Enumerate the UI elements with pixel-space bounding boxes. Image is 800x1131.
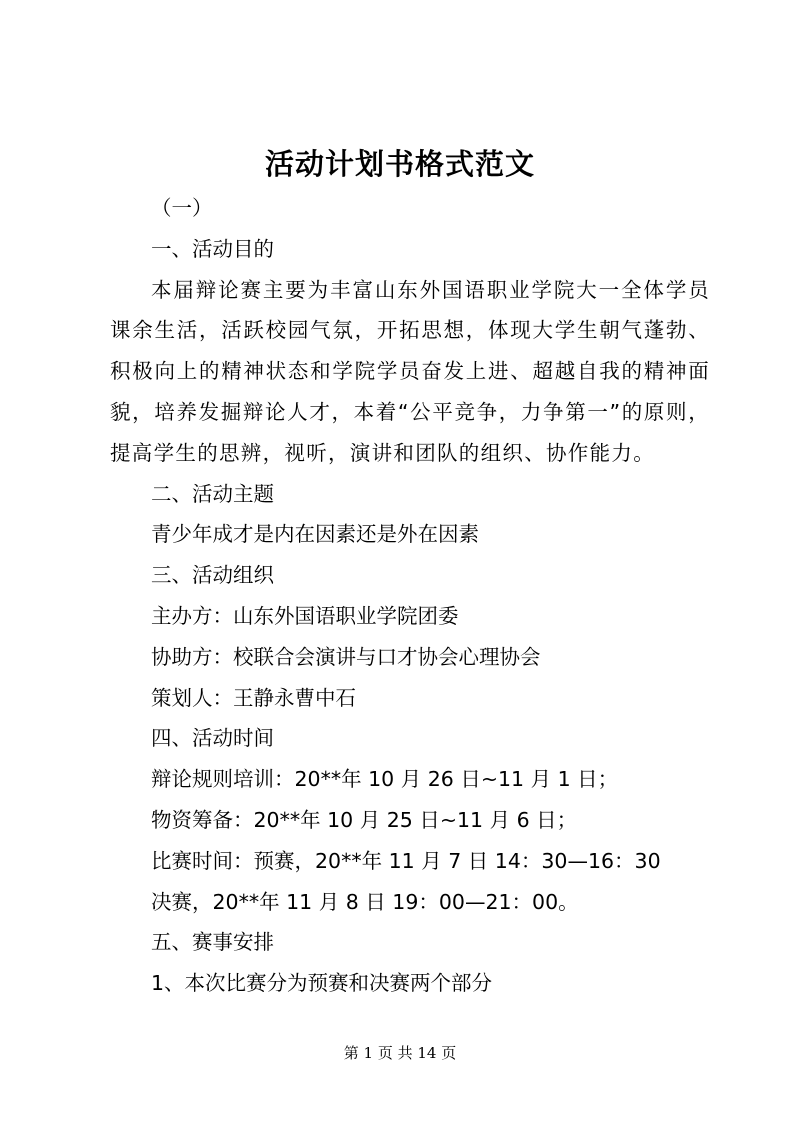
planner-line: 策划人：王静永曹中石 bbox=[151, 685, 356, 710]
paragraph-activity-purpose: 本届辩论赛主要为丰富山东外国语职业学院大一全体学员课余生活，活跃校园气氛，开拓思想，体现大学生朝气蓬勃、积极向上的精神状态和学院学员奋发上进、超越自我的精神面貌，培养发掘辩论人才，本着“公平竞争，力争第一”的原则，提高学生的思辨，视听，演讲和团队的组织、协作能力。 bbox=[110, 277, 710, 465]
activity-theme-text: 青少年成才是内在因素还是外在因素 bbox=[151, 522, 479, 547]
page-footer: 第 1 页 共 14 页 bbox=[343, 1044, 457, 1062]
competition-time-line: 比赛时间：预赛，20**年 11 月 7 日 14：30—16：30 bbox=[151, 848, 661, 873]
heading-activity-time: 四、活动时间 bbox=[151, 726, 274, 751]
document-body bbox=[110, 188, 710, 1004]
co-organizer-line: 协助方：校联合会演讲与口才协会心理协会 bbox=[151, 644, 541, 669]
heading-activity-theme: 二、活动主题 bbox=[151, 481, 274, 506]
heading-activity-organization: 三、活动组织 bbox=[151, 563, 274, 588]
materials-time-line: 物资筹备：20**年 10 月 25 日~11 月 6 日； bbox=[151, 807, 578, 832]
document-title: 活动计划书格式范文 bbox=[264, 147, 535, 181]
organizer-line: 主办方：山东外国语职业学院团委 bbox=[151, 603, 459, 628]
heading-event-arrangement: 五、赛事安排 bbox=[151, 930, 274, 955]
final-time-line: 决赛，20**年 11 月 8 日 19：00—21：00。 bbox=[151, 889, 579, 914]
heading-activity-purpose: 一、活动目的 bbox=[151, 236, 274, 261]
training-time-line: 辩论规则培训：20**年 10 月 26 日~11 月 1 日； bbox=[151, 767, 619, 792]
section-number: （一） bbox=[151, 196, 213, 220]
arrangement-item-1: 1、本次比赛分为预赛和决赛两个部分 bbox=[151, 971, 493, 996]
